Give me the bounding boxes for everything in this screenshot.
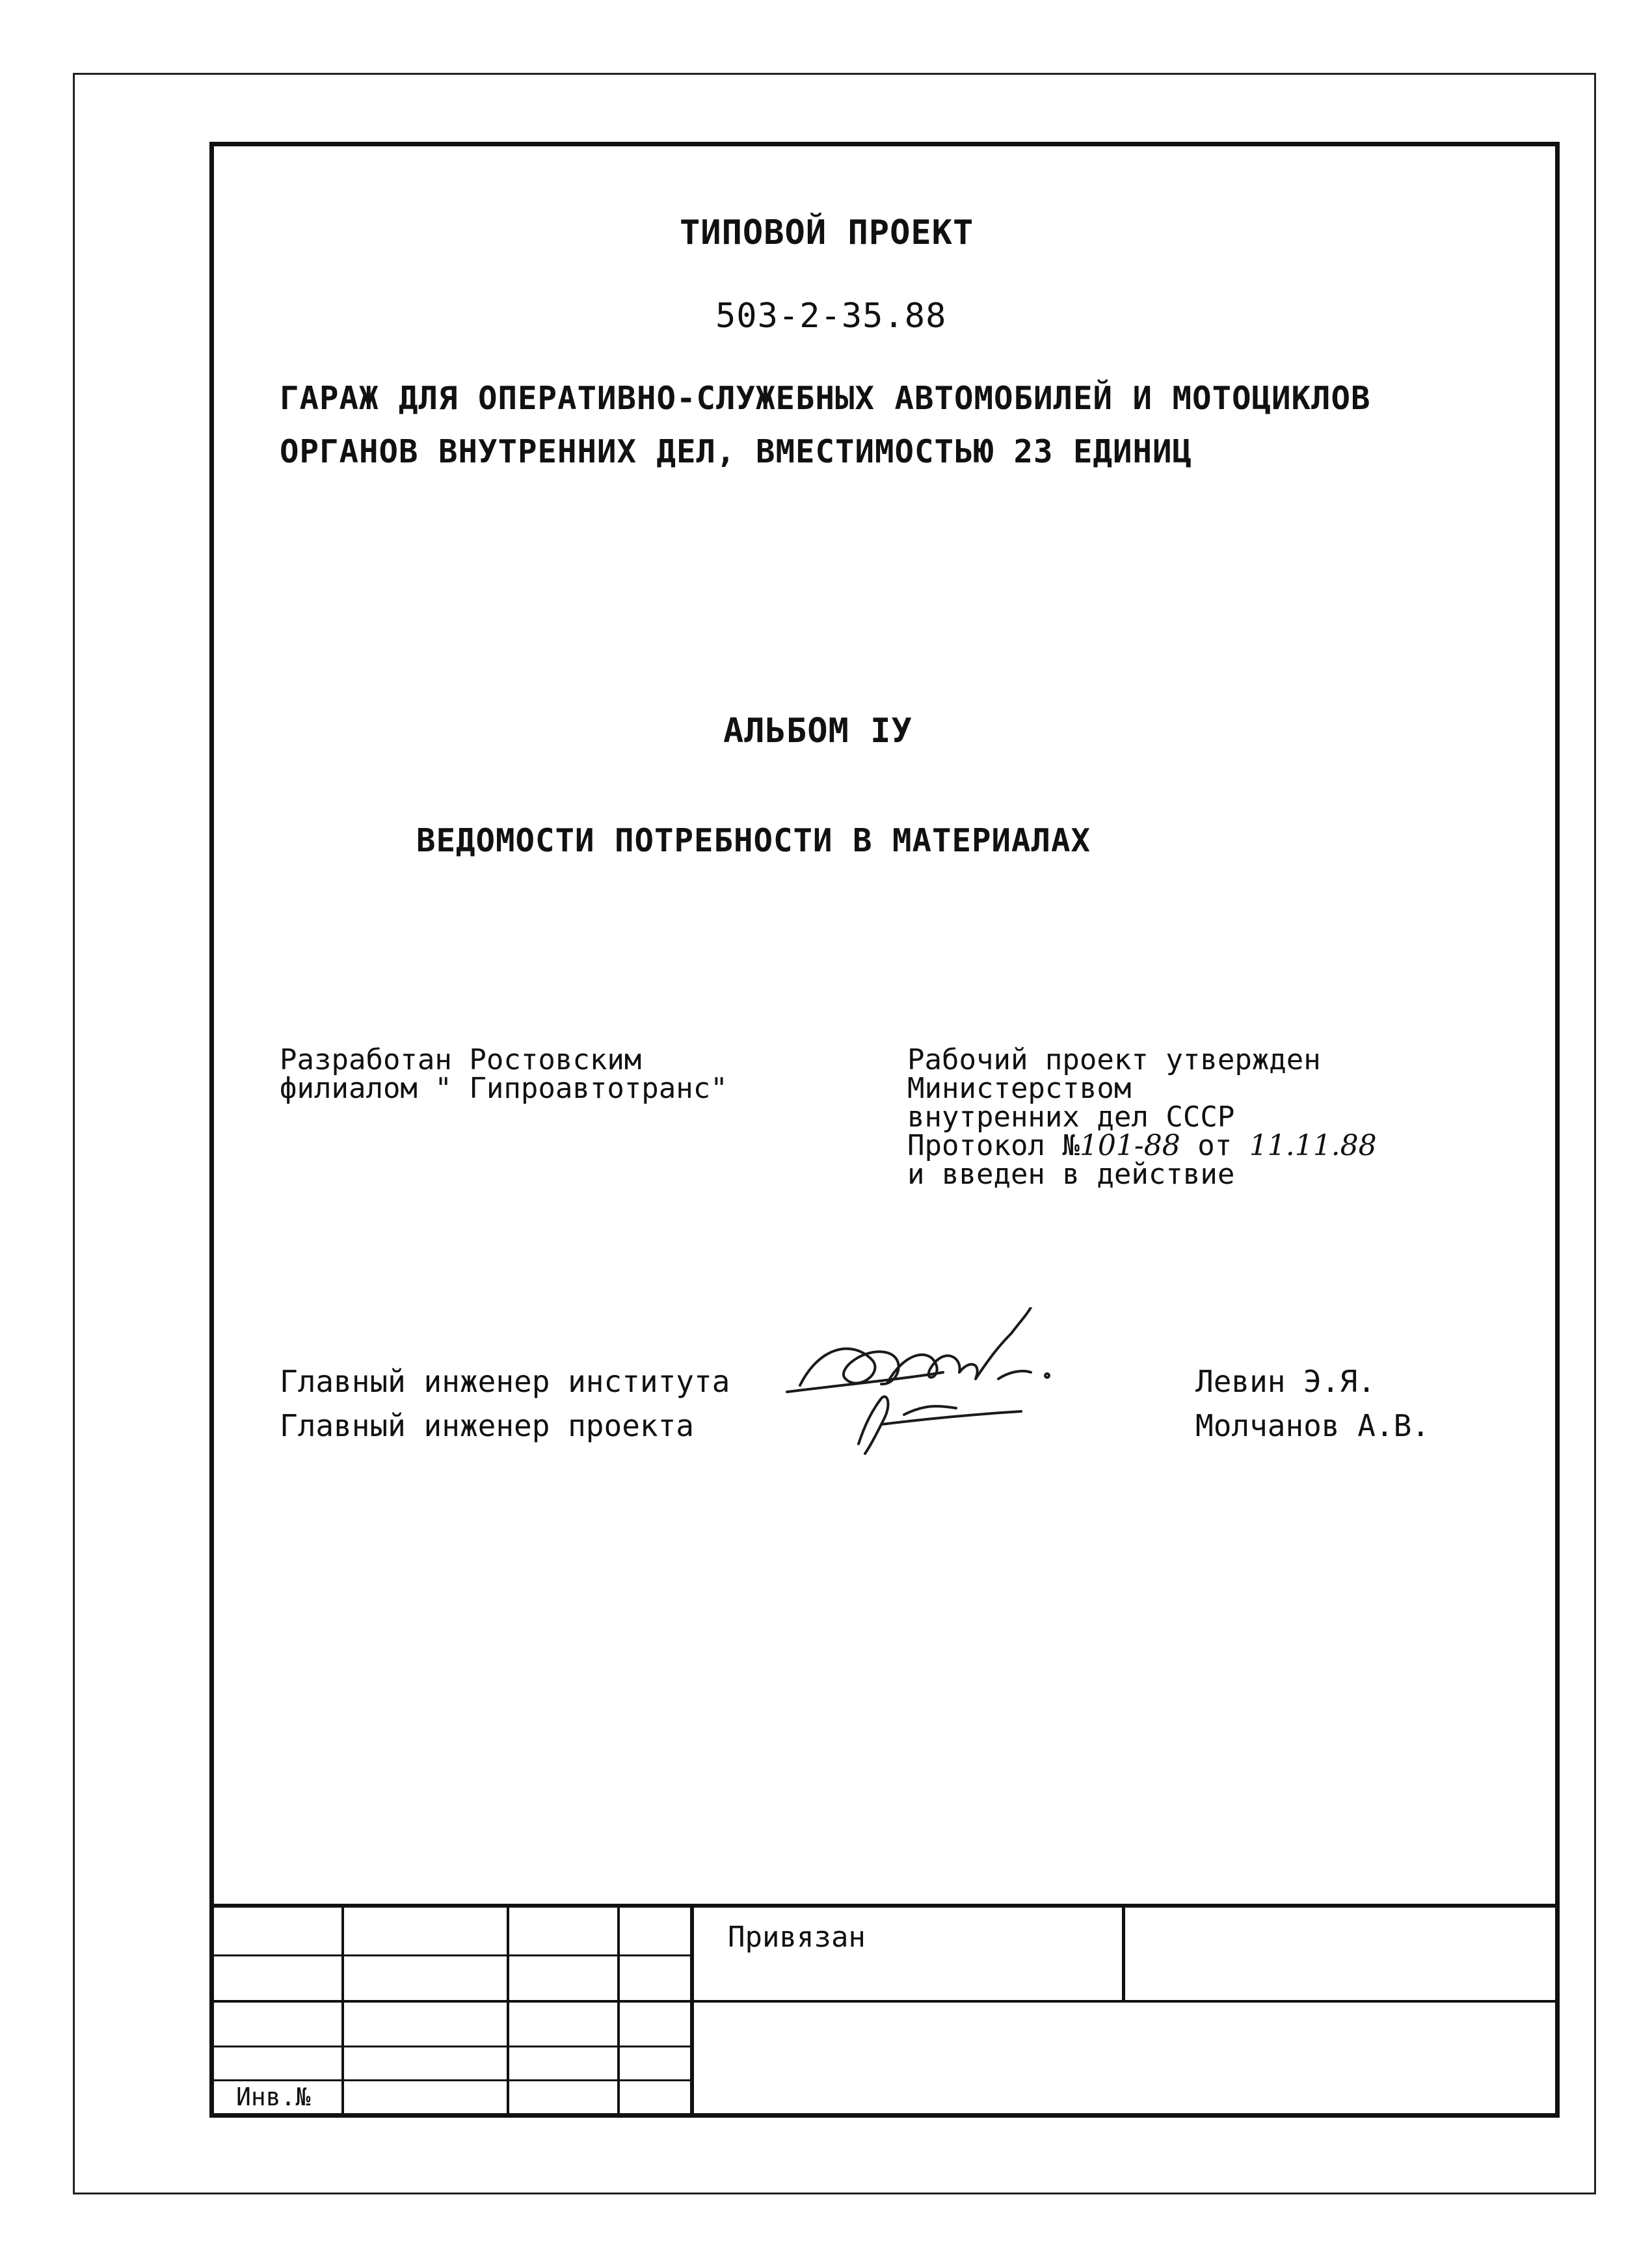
inventory-label: Инв.№ [236,2083,311,2111]
project-title-line1: ГАРАЖ ДЛЯ ОПЕРАТИВНО-СЛУЖЕБНЫХ АВТОМОБИЛЕЙ И МОТОЦИКЛОВ [280,380,1371,417]
developed-by-line2: филиалом " Гипроавтотранс" [280,1072,728,1105]
chief-engineer-project-role: Главный инженер проекта [280,1408,694,1443]
protocol-date: 11.11.88 [1249,1129,1377,1162]
album-subject: ВЕДОМОСТИ ПОТРЕБНОСТИ В МАТЕРИАЛАХ [416,822,1091,859]
protocol-from: от [1180,1129,1249,1162]
title-block [214,1904,1555,2113]
bound-label: Привязан [728,1921,866,1954]
project-number: 503-2-35.88 [715,297,947,336]
approval-line3: внутренних дел СССР [907,1100,1235,1134]
project-series: ТИПОВОЙ ПРОЕКТ [680,213,974,252]
approval-line5: и введен в действие [907,1158,1235,1191]
chief-engineer-institute-role: Главный инженер института [280,1364,730,1399]
album-label: АЛЬБОМ IУ [723,712,913,751]
protocol-prefix: Протокол № [907,1129,1080,1162]
chief-engineer-institute-name: Левин Э.Я. [1195,1364,1376,1399]
chief-engineer-project-name: Молчанов А.В. [1195,1408,1430,1443]
approval-protocol [907,1129,1377,1162]
handwritten-signatures [774,1307,1112,1457]
project-title-line2: ОРГАНОВ ВНУТРЕННИХ ДЕЛ, ВМЕСТИМОСТЬЮ 23 ЕДИНИЦ [280,433,1193,470]
approval-line2: Министерством [907,1072,1132,1105]
developed-by-line1: Разработан Ростовским [280,1043,642,1076]
protocol-number: 101-88 [1079,1129,1180,1162]
approval-line1: Рабочий проект утвержден [907,1043,1321,1076]
